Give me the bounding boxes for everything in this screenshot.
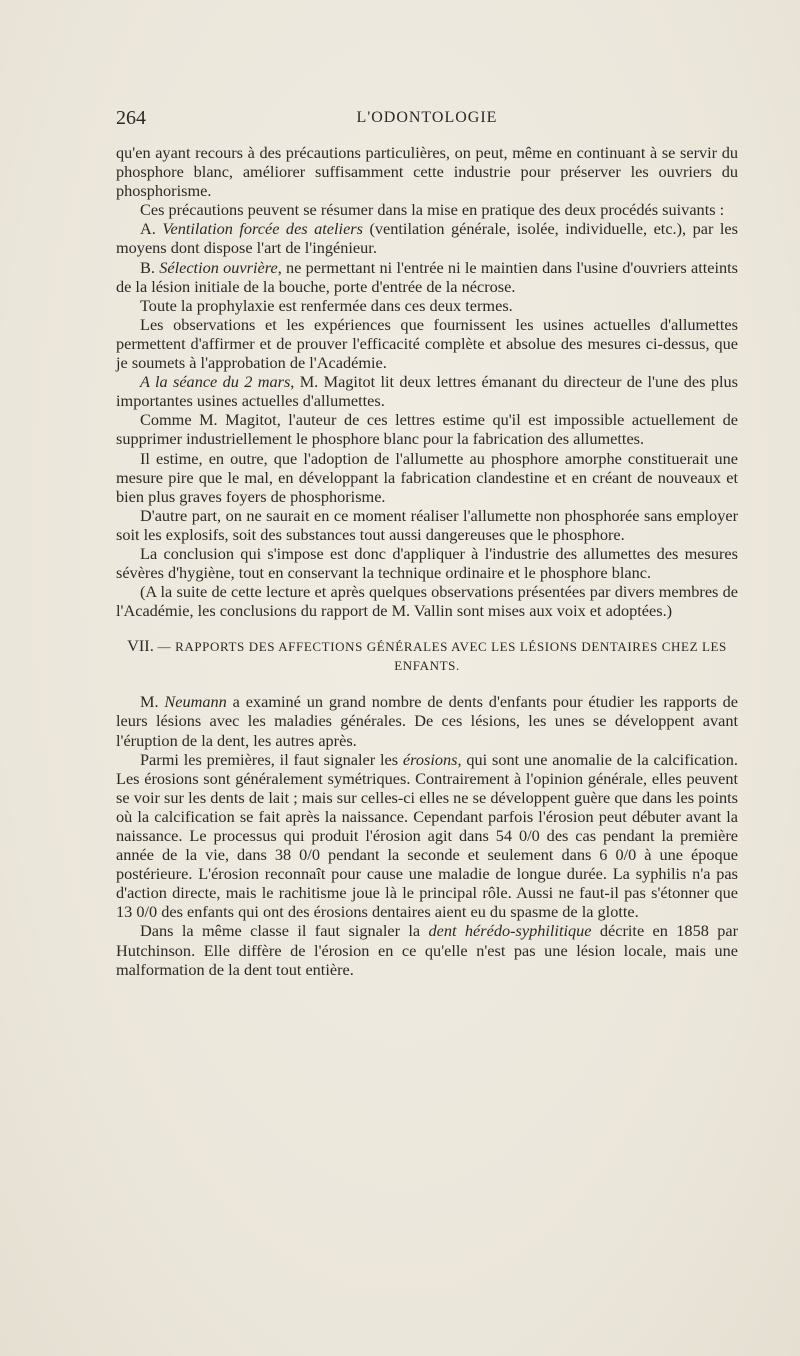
text-run: Ces précautions peuvent se résumer dans la mise en pratique des deux procédés suivants : xyxy=(140,200,725,220)
page-header xyxy=(116,104,738,132)
italic-text: érosions xyxy=(402,749,458,769)
paragraph xyxy=(116,296,738,315)
paragraph xyxy=(116,258,738,296)
text-run: a examiné un grand nombre de dents d'enfants pour étudier les rapports de leurs lésions avec les maladies générales. De ces lésions, les unes se développent avant l'éruption de la dent, les autres après. xyxy=(116,692,738,750)
text-run: La conclusion qui s'impose est donc d'appliquer à l'industrie des allumettes des mesures sévères d'hygiène, tout en conservant la technique ordinaire et le phosphore blanc. xyxy=(116,543,738,583)
paragraph xyxy=(116,750,738,922)
paragraph xyxy=(116,506,738,544)
paragraph xyxy=(116,200,738,219)
section-title: — RAPPORTS DES AFFECTIONS GÉNÉRALES AVEC LES LÉSIONS DENTAIRES CHEZ LES ENFANTS. xyxy=(153,639,727,674)
text-run: B. xyxy=(140,257,160,277)
body-text xyxy=(116,143,738,979)
text-run: décrite en 1858 par Hutchinson. Elle diffère de l'érosion en ce qu'elle n'est pas une lésion locale, mais une malformation de la dent tout entière. xyxy=(116,921,739,979)
paragraph xyxy=(116,410,738,448)
text-run: (A la suite de cette lecture et après quelques observations présentées par divers membres de l'Académie, les conclusions du rapport de M. Vallin sont mises aux voix et adoptées.) xyxy=(116,582,738,621)
paragraph xyxy=(116,219,738,257)
running-head: L'ODONTOLOGIE xyxy=(356,109,498,126)
text-run: Les observations et les expériences que fournissent les usines actuelles d'allumettes permettent d'affirmer et de prouver l'efficacité complète et absolue des mesures ci-dessus, que je soumets à l'approbation de l'Académie. xyxy=(116,314,738,373)
text-run: A. xyxy=(140,219,163,239)
text-run: M. xyxy=(140,692,165,712)
paragraph xyxy=(116,372,738,410)
text-run: qu'en ayant recours à des précautions particulières, on peut, même en continuant à se servir du phosphore blanc, améliorer suffisamment cette industrie pour préserver les ouvriers du phosphorisme. xyxy=(116,143,738,201)
italic-text: Ventilation forcée des ateliers xyxy=(162,219,363,239)
italic-text: Sélection ouvrière xyxy=(159,257,278,277)
text-run: Dans la même classe il faut signaler la xyxy=(140,921,429,941)
text-run: Toute la prophylaxie est renfermée dans ces deux termes. xyxy=(140,295,513,315)
paragraph xyxy=(116,692,738,749)
section-heading xyxy=(116,636,738,675)
italic-text: Neumann xyxy=(164,692,227,712)
text-run: Il estime, en outre, que l'adoption de l'allumette au phosphore amorphe constituerait une mesure pire que le mal, en développant la fabrication clandestine et en créant de nouveaux et bien plus graves foyers de phosphorisme. xyxy=(116,448,738,506)
text-run: Comme M. Magitot, l'auteur de ces lettres estime qu'il est impossible actuellement de supprimer industriellement le phosphore blanc pour la fabrication des allumettes. xyxy=(116,410,738,449)
text-run: , qui sont une anomalie de la calcification. Les érosions sont généralement symétriques. Contrairement à l'opinion générale, elles peuvent se voir sur les dents de lait ; mais sur celles-ci elles ne se développent guère que dans les points où la calcification se fait après la naissance. Cependant parfois l'érosion peut débuter avant la naissance. Le processus qui produit l'érosion agit dans 54 0/0 des cas pendant la première année de la vie, dans 38 0/0 pendant la seconde et seulement dans 6 0/0 à une époque postérieure. L'érosion reconnaît pour cause une maladie de longue durée. La syphilis n'a pas d'action directe, mais le rachitisme joue là le principal rôle. Aussi ne faut-il pas s'étonner que 13 0/0 des enfants qui ont des érosions dentaires aient eu du spasme de la glotte. xyxy=(116,749,738,922)
text-run: (ventilation générale, isolée, individuelle, etc.), par les moyens dont dispose l'art de l'ingénieur. xyxy=(116,219,738,258)
paragraph xyxy=(116,315,738,372)
italic-text: A la séance du 2 mars xyxy=(140,372,291,392)
italic-text: dent hérédo-syphilitique xyxy=(428,921,592,941)
text-run: Parmi les premières, il faut signaler les xyxy=(140,749,403,769)
paragraph xyxy=(116,921,738,978)
paragraphs-bottom xyxy=(116,692,738,978)
paragraph xyxy=(116,449,738,506)
page-number: 264 xyxy=(116,107,146,129)
paragraph xyxy=(116,582,738,620)
paragraph xyxy=(116,544,738,582)
text-run: D'autre part, on ne saurait en ce moment réaliser l'allumette non phosphorée sans employer soit les explosifs, soit des substances tout aussi dangereuses que le phosphore. xyxy=(116,505,738,544)
paragraph xyxy=(116,143,738,200)
text-run: , M. Magitot lit deux lettres émanant du directeur de l'une des plus importantes usines actuelles d'allumettes. xyxy=(116,372,738,411)
text-run: , ne permettant ni l'entrée ni le maintien dans l'usine d'ouvriers atteints de la lésion initiale de la bouche, porte d'entrée de la nécrose. xyxy=(116,257,738,296)
paragraphs-top xyxy=(116,143,738,620)
section-number: VII. xyxy=(127,636,154,656)
